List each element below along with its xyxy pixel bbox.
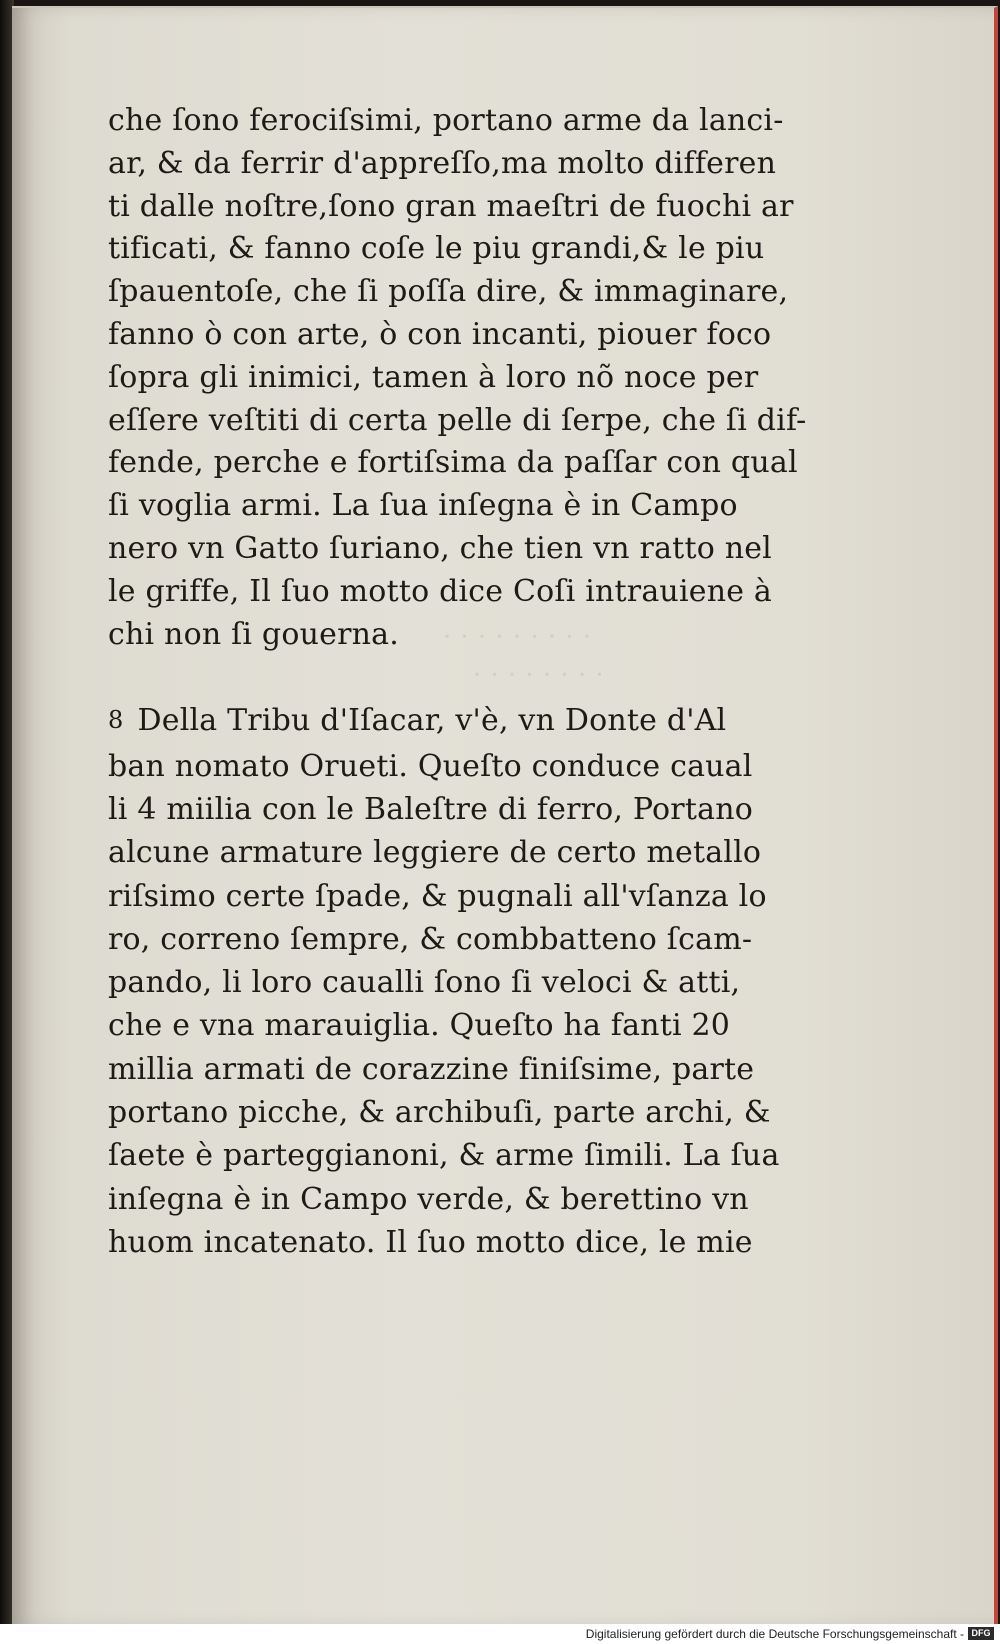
- show-through-text: · · · · · · · ·: [472, 658, 605, 691]
- text-line: tificati, & fanno coſe le piu grandi,& le piu: [108, 231, 765, 267]
- text-line: nero vn Gatto ſuriano, che tien vn ratto nel: [108, 530, 772, 566]
- digitization-footer: [0, 1624, 1000, 1644]
- text-line: ro, correno ſempre, & combbatteno ſcam-: [108, 921, 753, 957]
- text-line: che e vna marauiglia. Queſto ha fanti 20: [108, 1008, 731, 1044]
- show-through-text: · · · · · · · · ·: [442, 620, 592, 653]
- page-text: [108, 100, 808, 1264]
- paragraph-2: [108, 699, 808, 1264]
- text-line: ban nomato Orueti. Queſto conduce caual: [108, 748, 753, 784]
- text-line: ſaete è parteggianoni, & arme ſimili. La ſua: [108, 1138, 780, 1174]
- text-line: li 4 miilia con le Baleſtre di ferro, Portano: [108, 791, 753, 827]
- text-line: alcune armature leggiere de certo metallo: [108, 835, 762, 871]
- section-number: 8: [108, 706, 124, 735]
- text-line: che ſono ferociſsimi, portano arme da lanci-: [108, 103, 784, 138]
- dfg-logo: DFG: [968, 1627, 994, 1640]
- text-line: inſegna è in Campo verde, & berettino vn: [108, 1181, 749, 1217]
- text-line: ſi voglia armi. La ſua inſegna è in Campo: [108, 488, 738, 524]
- text-line: ar, & da ferrir d'appreſſo,ma molto differen: [108, 145, 777, 181]
- text-line: pando, li loro caualli ſono ſi veloci & atti,: [108, 965, 741, 1001]
- paragraph-1: [108, 100, 808, 656]
- text-line: chi non ſi gouerna.: [108, 616, 399, 652]
- text-line: fende, perche e fortiſsima da paſſar con qual: [108, 445, 798, 481]
- text-line-content: Della Tribu d'Iſacar, v'è, vn Donte d'Al: [137, 703, 727, 739]
- text-line: ſpauentoſe, che ſi poſſa dire, & immaginare,: [108, 274, 789, 310]
- text-line: riſsimo certe ſpade, & pugnali all'vſanza lo: [108, 878, 767, 914]
- book-page: [12, 6, 998, 1629]
- funding-credit: Digitalisierung gefördert durch die Deutsche Forschungsgemeinschaft -: [585, 1627, 964, 1641]
- text-line: le griffe, Il ſuo motto dice Coſi intrauiene à: [108, 573, 772, 609]
- text-line: eſſere veſtiti di certa pelle di ſerpe, che ſi dif-: [108, 402, 807, 438]
- text-line: portano picche, & archibuſi, parte archi, &: [108, 1095, 771, 1131]
- text-line: fanno ò con arte, ò con incanti, piouer foco: [108, 316, 772, 352]
- text-line: [108, 699, 808, 744]
- text-line: ti dalle noſtre,ſono gran maeſtri de fuochi ar: [108, 188, 794, 224]
- text-line: huom incatenato. Il ſuo motto dice, le mie: [108, 1224, 753, 1260]
- text-line: millia armati de corazzine finiſsime, parte: [108, 1051, 755, 1087]
- text-line: ſopra gli inimici, tamen à loro nõ noce per: [108, 359, 759, 395]
